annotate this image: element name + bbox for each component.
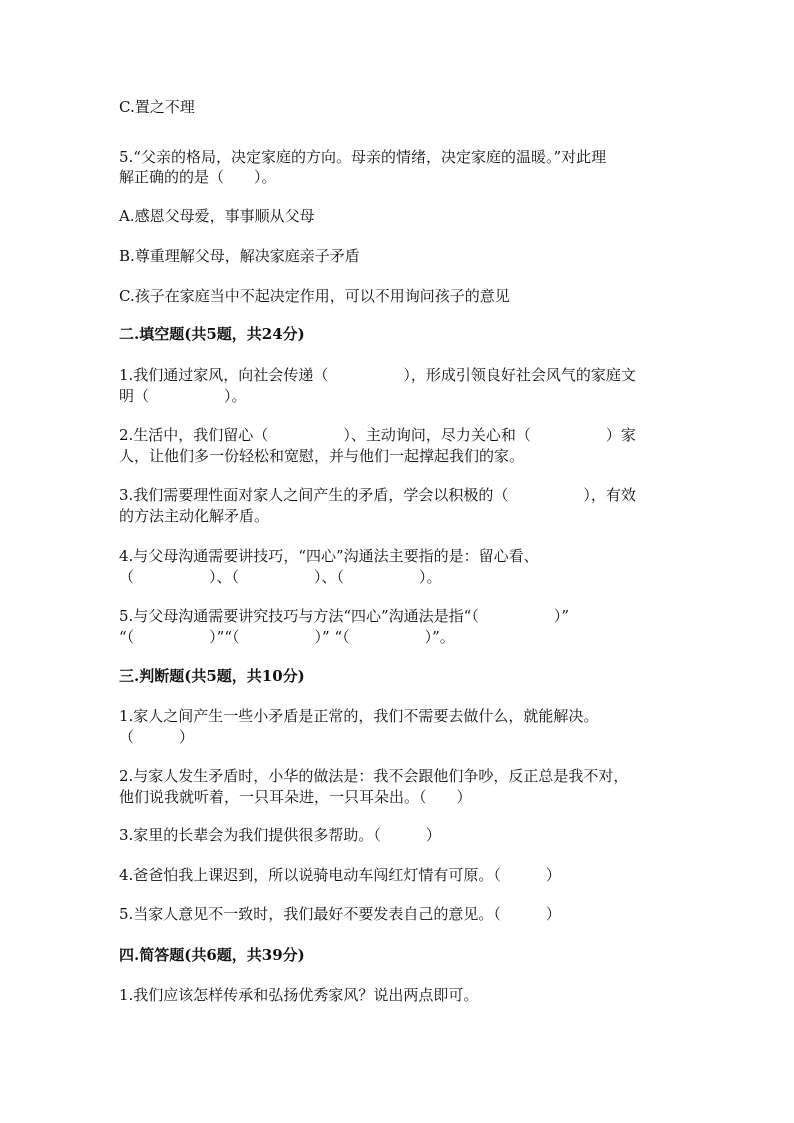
section3-title: 三.判断题(共5题，共10分) [119,667,305,685]
fill-q5-line1: 5.与父母沟通需要讲究技巧与方法“四心”沟通法是指“（ ）” [119,607,569,625]
fill-q3-line1: 3.我们需要理性面对家人之间产生的矛盾，学会以积极的（ ），有效 [119,486,636,504]
q4-option-c: C.置之不理 [119,98,195,116]
judge-q5: 5.当家人意见不一致时，我们最好不要发表自己的意见。（ ） [119,905,561,923]
q5-stem-line1: 5.“父亲的格局，决定家庭的方向。母亲的情绪，决定家庭的温暖。”对此理 [119,148,607,166]
fill-q3-line2: 的方法主动化解矛盾。 [119,507,270,525]
fill-q5-line2: “（ ）”“（ ）” “（ ）”。 [119,628,455,646]
judge-q2-line1: 2.与家人发生矛盾时，小华的做法是：我不会跟他们争吵，反正总是我不对， [119,767,629,785]
fill-q2-line1: 2.生活中，我们留心（ ）、主动询问，尽力关心和（ ）家 [119,426,636,444]
judge-q4: 4.爸爸怕我上课迟到，所以说骑电动车闯红灯情有可原。（ ） [119,866,561,884]
judge-q3: 3.家里的长辈会为我们提供很多帮助。（ ） [119,826,441,844]
judge-q2-line2: 他们说我就听着，一只耳朵进，一只耳朵出。（ ） [119,788,472,806]
q5-option-b: B.尊重理解父母，解决家庭亲子矛盾 [119,247,360,265]
fill-q1-line1: 1.我们通过家风，向社会传递（ ），形成引领良好社会风气的家庭文 [119,366,636,384]
q5-stem-line2: 解正确的的是（ ）。 [119,168,277,186]
fill-q4-line1: 4.与父母沟通需要讲技巧，“四心”沟通法主要指的是：留心看、 [119,547,539,565]
fill-q2-line2: 人，让他们多一份轻松和宽慰，并与他们一起撑起我们的家。 [119,447,525,465]
section2-title: 二.填空题(共5题，共24分) [119,325,305,343]
judge-q1-line2: （ ） [119,728,195,746]
section4-title: 四.简答题(共6题，共39分) [119,946,305,964]
q5-option-a: A.感恩父母爱，事事顺从父母 [119,207,315,225]
q5-option-c: C.孩子在家庭当中不起决定作用，可以不用询问孩子的意见 [119,287,510,305]
judge-q1-line1: 1.家人之间产生一些小矛盾是正常的，我们不需要去做什么，就能解决。 [119,707,599,725]
fill-q1-line2: 明（ ）。 [119,387,247,405]
fill-q4-line2: （ ）、（ ）、（ ）。 [119,568,442,586]
short-answer-q1: 1.我们应该怎样传承和弘扬优秀家风？说出两点即可。 [119,986,479,1004]
